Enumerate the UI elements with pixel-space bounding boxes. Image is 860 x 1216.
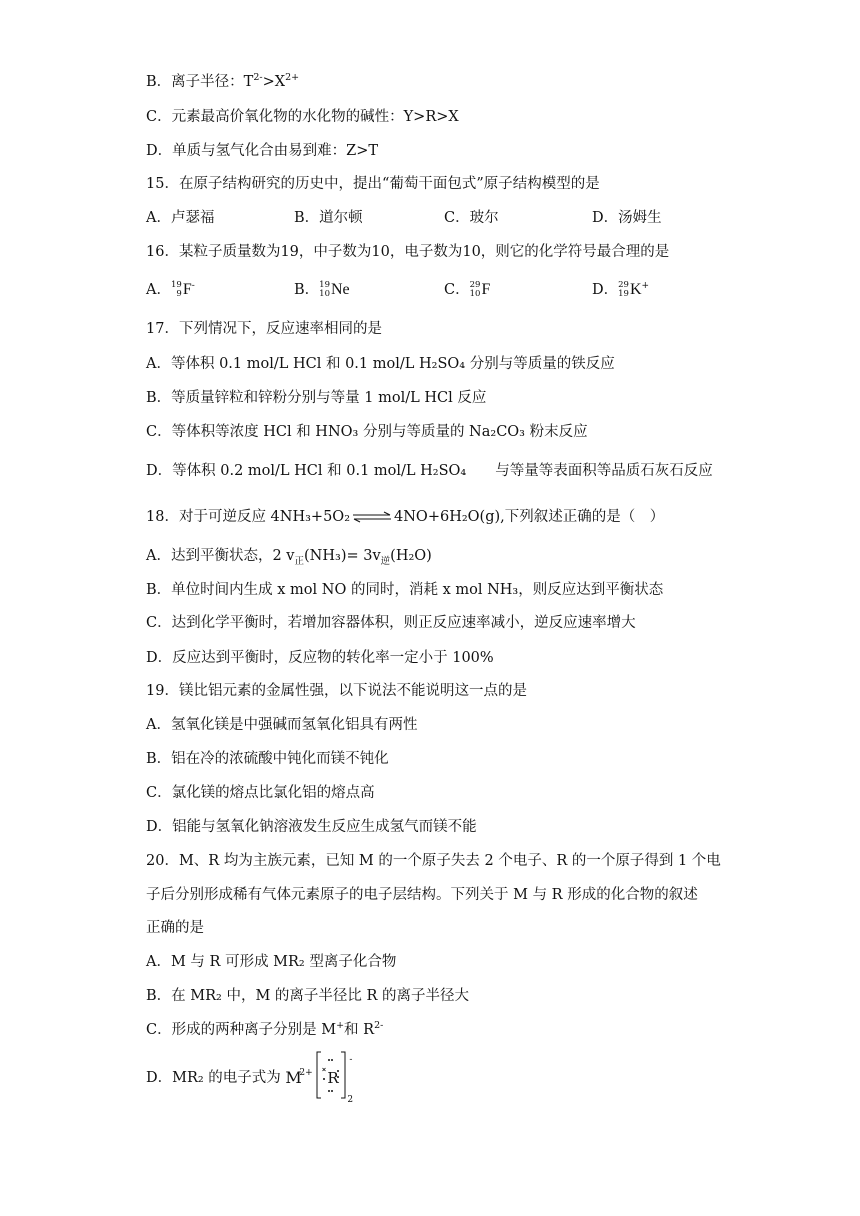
q14-option-d: D．单质与氢气化合由易到难：Z>T <box>146 143 379 159</box>
q19-option-a: A．氢氧化镁是中强碱而氢氧化铝具有两性 <box>146 717 418 733</box>
q18-option-a: A．达到平衡状态，2 $v_正(NH_3)= 3v_逆(H_2O)$ <box>146 548 432 567</box>
q14-option-c: C．元素最高价氧化物的水化物的碱性：Y>R>X <box>146 109 459 125</box>
q20-option-b: B．在 MR₂ 中，M 的离子半径比 R 的离子半径大 <box>146 988 470 1004</box>
q20-option-d: D．MR₂ 的电子式为 M 2+ R - 2 <box>146 1068 365 1088</box>
q17-option-c: C．等体积等浓度 HCl 和 HNO₃ 分别与等质量的 Na₂CO₃ 粉末反应 <box>146 424 588 440</box>
q20-stem-line3: 正确的是 <box>146 920 204 936</box>
q18-option-b: B．单位时间内生成 x mol NO 的同时，消耗 x mol NH₃，则反应达到平衡状态 <box>146 582 664 598</box>
q20-stem-line2: 子后分别形成稀有气体元素原子的电子层结构。下列关于 M 与 R 形成的化合物的叙述 <box>146 887 698 903</box>
q20-option-c: C．形成的两种离子分别是 M+和 $R^{2-}$ <box>146 1020 384 1038</box>
q19-stem: 19．镁比铝元素的金属性强，以下说法不能说明这一点的是 <box>146 683 527 699</box>
q17-option-b: B．等质量锌粒和锌粉分别与等量 1 mol/L HCl 反应 <box>146 390 487 406</box>
q17-option-d: D．等体积 0.2 mol/L HCl 和 0.1 mol/L H₂SO₄ 与等量等表面积等品质石灰石反应 <box>146 463 713 479</box>
q19-option-d: D．铝能与氢氧化钠溶液发生反应生成氢气而镁不能 <box>146 819 477 835</box>
equilibrium-arrows-icon <box>352 511 392 523</box>
q16-option-c: C． 29 10 F <box>444 280 491 299</box>
q17-stem: 17．下列情况下，反应速率相同的是 <box>146 321 382 337</box>
q19-option-b: B．铝在冷的浓硫酸中钝化而镁不钝化 <box>146 751 389 767</box>
q18-option-d: D．反应达到平衡时，反应物的转化率一定小于 100% <box>146 650 494 666</box>
q14-option-b: B．离子半径：$T^{2-}>X^{2+}$ <box>146 72 300 90</box>
q15-option-b: B．道尔顿 <box>294 210 363 226</box>
q15-stem: 15．在原子结构研究的历史中，提出“葡萄干面包式”原子结构模型的是 <box>146 176 600 192</box>
q16-option-a: A． 19 9 F - <box>146 280 195 299</box>
q18-option-c: C．达到化学平衡时，若增加容器体积，则正反应速率减小，逆反应速率增大 <box>146 615 636 631</box>
q15-option-a: A．卢瑟福 <box>146 210 215 226</box>
q19-option-c: C．氯化镁的熔点比氯化铝的熔点高 <box>146 785 375 801</box>
q16-stem: 16．某粒子质量数为19，中子数为10，电子数为10，则它的化学符号最合理的是 <box>146 244 670 260</box>
q15-option-d: D．汤姆生 <box>592 210 662 226</box>
q20-option-a: A．M 与 R 可形成 MR₂ 型离子化合物 <box>146 954 397 970</box>
q16-option-d: D． 29 19 K + <box>592 280 650 299</box>
q17-option-a: A．等体积 0.1 mol/L HCl 和 0.1 mol/L H₂SO₄ 分别与等质量的铁反应 <box>146 356 615 372</box>
lewis-formula: M 2+ R - 2 <box>285 1068 365 1088</box>
q20-stem-line1: 20．M、R 均为主族元素，已知 M 的一个原子失去 2 个电子、R 的一个原子得到 1 个电 <box>146 853 721 869</box>
q16-option-b: B． 19 10 Ne <box>294 280 350 299</box>
q18-stem: 18．对于可逆反应 4NH₃+5O₂ 4NO+6H₂O(g),下列叙述正确的是（ ） <box>146 509 665 525</box>
q15-option-c: C．玻尔 <box>444 210 499 226</box>
